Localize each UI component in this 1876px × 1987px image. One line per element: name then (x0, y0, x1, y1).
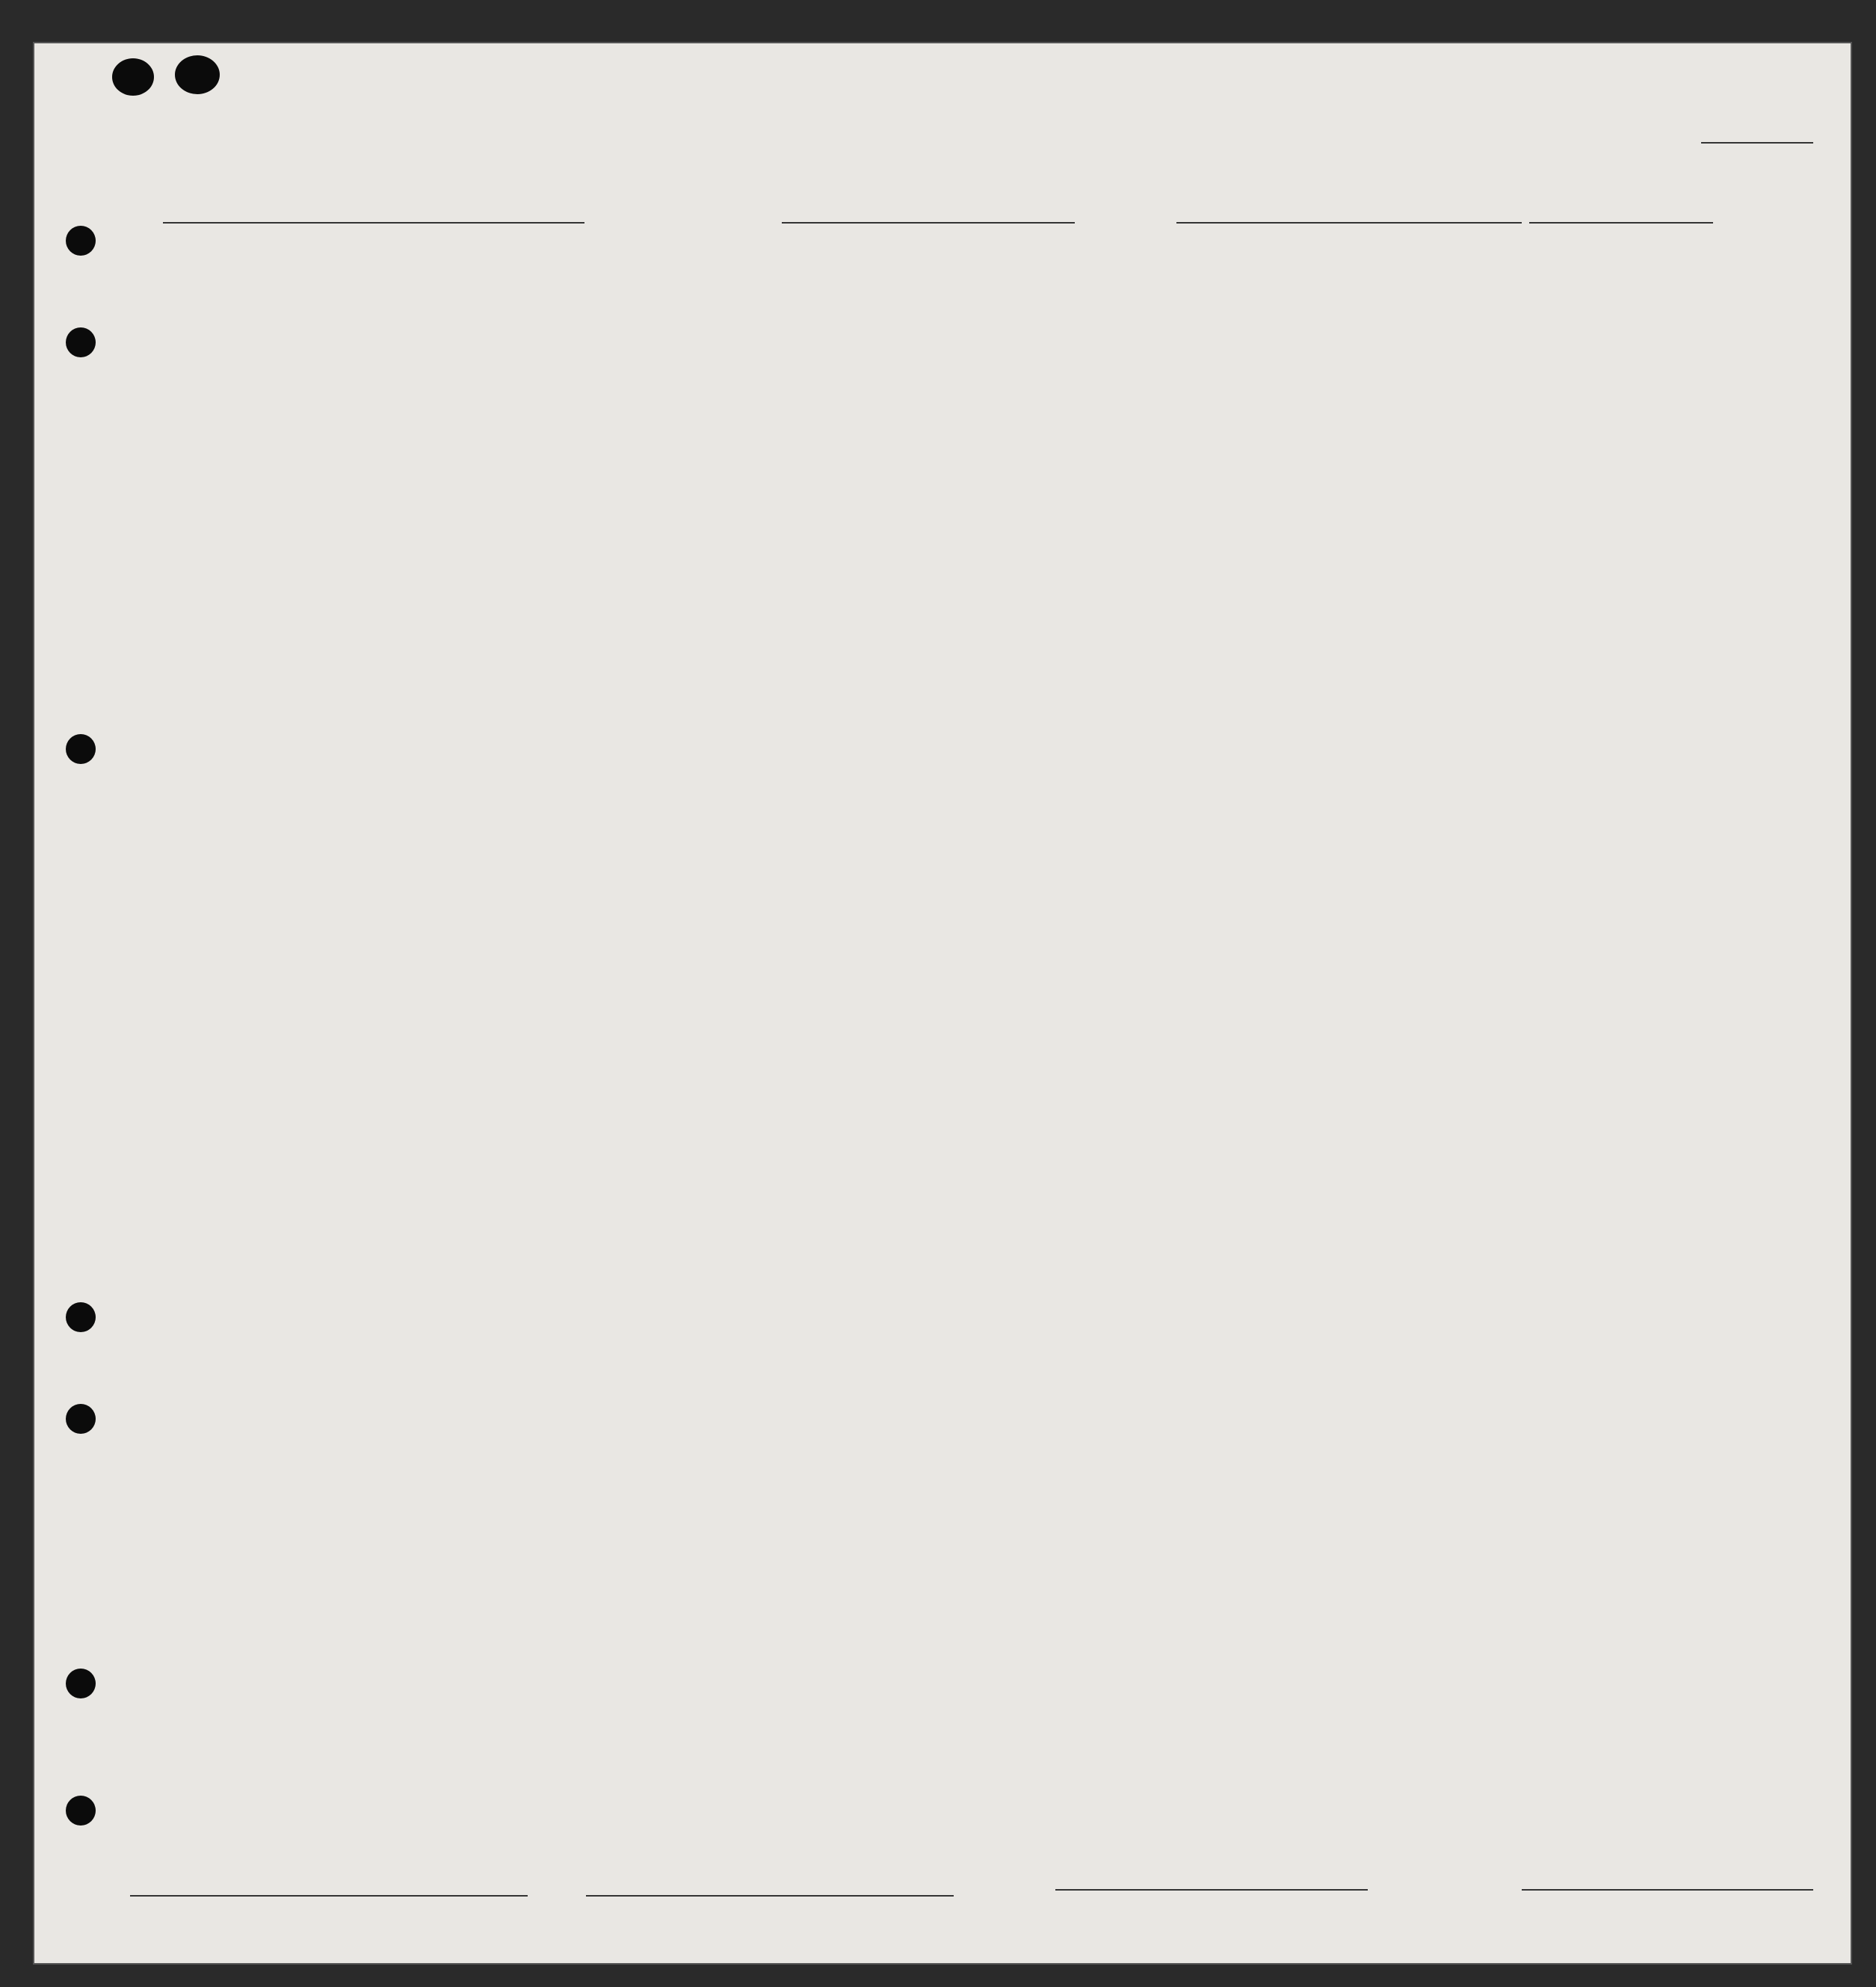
manifest-sheet (33, 42, 1852, 1965)
table-grid (34, 43, 1851, 1963)
footer-rules (34, 1867, 1851, 1912)
